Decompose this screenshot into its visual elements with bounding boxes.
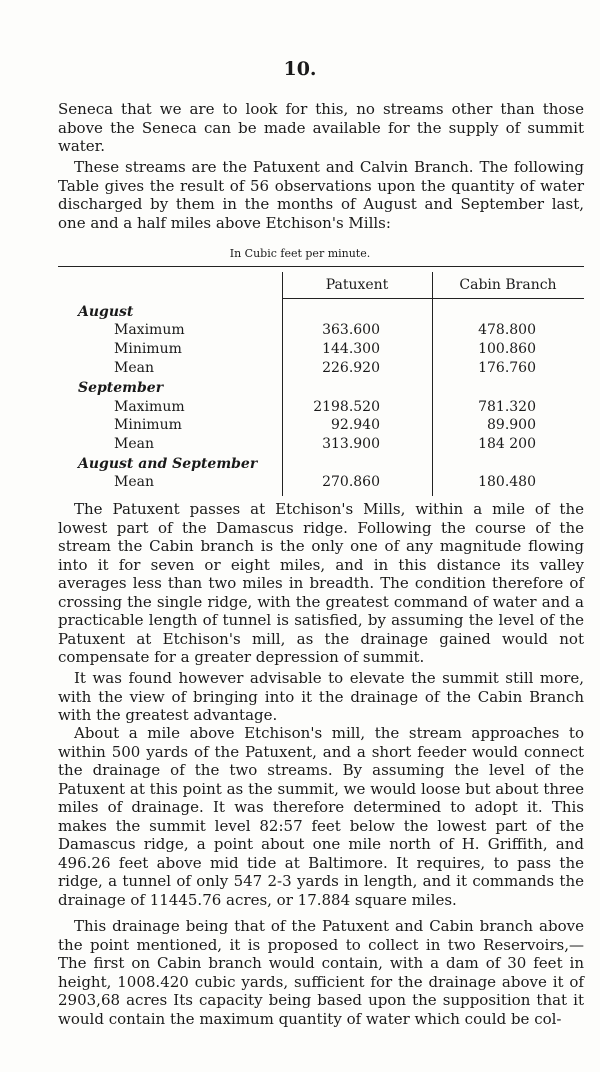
table-row xyxy=(58,436,584,456)
table-header-rule xyxy=(282,298,584,299)
cell-patuxent: 313.900 xyxy=(322,436,380,452)
row-group-label: September xyxy=(78,380,164,396)
table-row xyxy=(58,474,584,494)
paragraph-6: This drainage being that of the Patuxent and Cabin branch above the point mentioned, it is proposed to collect in two Reservoirs,— The first on Cabin branch would contain, with a dam of 30 feet in height, 1008.420 cubic yards, sufficient for the drainage above it of 2903,68 acres Its capacity being based upon the supposition that it would contain the maximum quantity of water which could be col- xyxy=(58,917,584,1028)
table-row xyxy=(58,360,584,380)
page-number: 10. xyxy=(283,58,317,80)
row-group-label: August and September xyxy=(78,456,258,472)
cell-patuxent: 92.940 xyxy=(331,417,380,433)
table-caption: In Cubic feet per minute. xyxy=(229,247,371,260)
row-group-label: August xyxy=(78,304,134,320)
column-header-cabin-branch: Cabin Branch xyxy=(459,277,557,293)
row-label: Mean xyxy=(114,436,154,452)
table-row xyxy=(58,380,584,400)
table-row xyxy=(58,322,584,342)
table-row xyxy=(58,304,584,324)
cell-cabin-branch: 184 200 xyxy=(478,436,536,452)
table-top-rule xyxy=(58,266,584,267)
cell-patuxent: 270.860 xyxy=(322,474,380,490)
table-row xyxy=(58,456,584,476)
cell-patuxent: 226.920 xyxy=(322,360,380,376)
row-label: Mean xyxy=(114,360,154,376)
row-label: Minimum xyxy=(114,341,182,357)
cell-patuxent: 144.300 xyxy=(322,341,380,357)
row-label: Maximum xyxy=(114,322,185,338)
cell-cabin-branch: 478.800 xyxy=(478,322,536,338)
cell-cabin-branch: 781.320 xyxy=(478,399,536,415)
paragraph-4: It was found however advisable to elevate the summit still more, with the view of bringing into it the drainage of the Cabin Branch with the greatest advantage. xyxy=(58,669,584,724)
column-header-patuxent: Patuxent xyxy=(325,277,389,293)
table-row xyxy=(58,341,584,361)
cell-cabin-branch: 89.900 xyxy=(487,417,536,433)
paragraph-3: The Patuxent passes at Etchison's Mills, within a mile of the lowest part of the Damascus ridge. Following the course of the stream the Cabin branch is the only one of any magnitude flowing into it for seven or eight miles, and in this distance its valley averages less than two miles in breadth. The condition therefore of crossing the single ridge, with the greatest command of water and a practicable length of tunnel is satisfied, by assuming the level of the Patuxent at Etchison's mill, as the drainage gained would not compensate for a greater depression of summit. xyxy=(58,500,584,666)
paragraph-5: About a mile above Etchison's mill, the stream approaches to within 500 yards of the Patuxent, and a short feeder would connect the drainage of the two streams. By assuming the level of the Patuxent at this point as the summit, we would loose but about three miles of drainage. It was therefore determined to adopt it. This makes the summit level 82:57 feet below the lowest part of the Damascus ridge, a point about one mile north of H. Griffith, and 496.26 feet above mid tide at Baltimore. It requires, to pass the ridge, a tunnel of only 547 2-3 yards in length, and it commands the drainage of 11445.76 acres, or 17.884 square miles. xyxy=(58,724,584,909)
cell-patuxent: 2198.520 xyxy=(313,399,380,415)
row-label: Minimum xyxy=(114,417,182,433)
table-row xyxy=(58,417,584,437)
cell-cabin-branch: 176.760 xyxy=(478,360,536,376)
cell-cabin-branch: 100.860 xyxy=(478,341,536,357)
paragraph-1: Seneca that we are to look for this, no streams other than those above the Seneca can be made available for the supply of summit water. xyxy=(58,100,584,155)
cell-patuxent: 363.600 xyxy=(322,322,380,338)
paragraph-2: These streams are the Patuxent and Calvin Branch. The following Table gives the result of 56 observations upon the quantity of water discharged by them in the months of August and September last, one and a half miles above Etchison's Mills: xyxy=(58,158,584,232)
table-row xyxy=(58,399,584,419)
row-label: Mean xyxy=(114,474,154,490)
cell-cabin-branch: 180.480 xyxy=(478,474,536,490)
row-label: Maximum xyxy=(114,399,185,415)
